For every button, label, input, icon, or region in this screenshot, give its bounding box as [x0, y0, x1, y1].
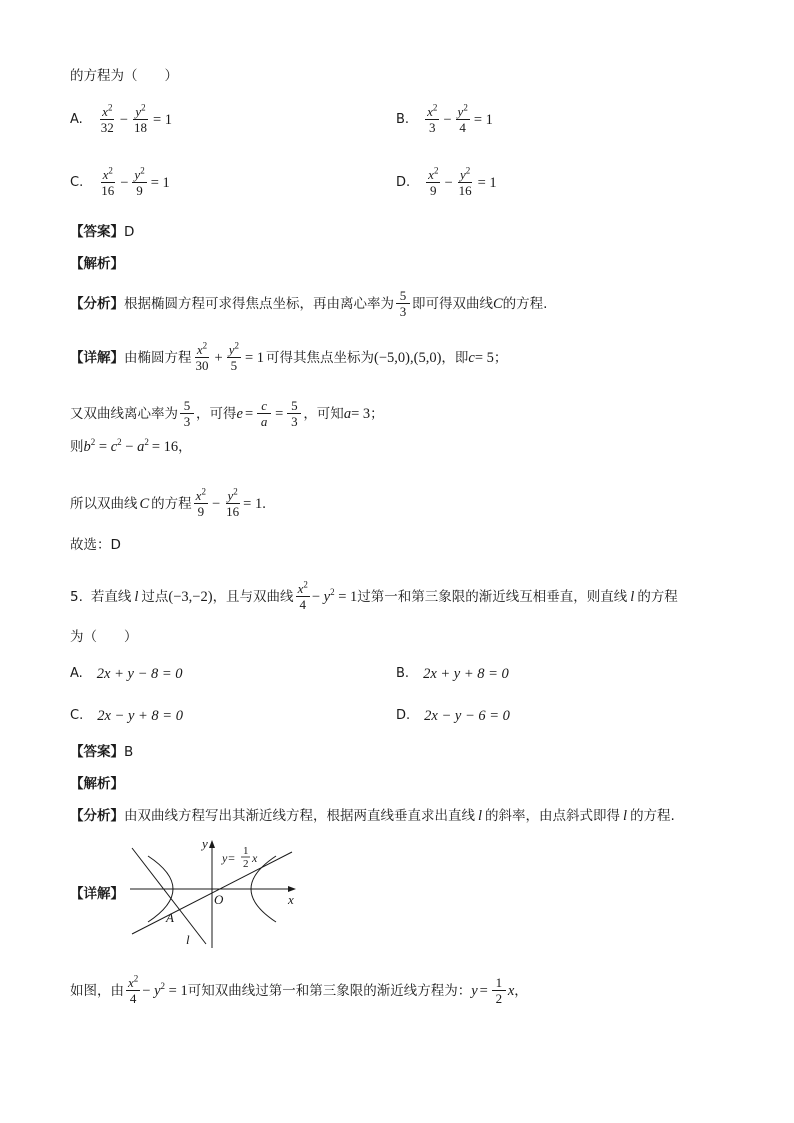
- line-l: [132, 848, 206, 944]
- q4-detail-line-4: 所以双曲线 C 的方程 $\frac{x^2}{9}$ − $\frac{y^2}{16}$ = 1.: [70, 486, 266, 519]
- q4-option-a-label: A.: [70, 111, 83, 127]
- fraction: $\frac{5}{3}$: [180, 398, 194, 429]
- q5-option-a-label: A.: [70, 666, 83, 681]
- q4-detail-line-2: 又双曲线离心率为 $\frac{5}{3}$ ，可得 e = $\frac{c}{a}$ = $\frac{5}{3}$ ，可知 a = 3 ；: [70, 398, 384, 429]
- q4-fenxi: 【分析】 根据椭圆方程可求得焦点坐标，再由离心率为 $\frac{5}{3}$ 即可得双曲线 C 的方程.: [70, 288, 548, 319]
- q4-option-d-label: D.: [396, 174, 411, 190]
- q4-conclusion: 故选：D: [70, 537, 121, 553]
- fraction: $\frac{y^2}{18}$: [133, 102, 147, 135]
- q5-stem-tail: 为（ ）: [70, 629, 138, 645]
- line-l-label: l: [186, 932, 190, 947]
- q5-option-c-label: C.: [70, 708, 84, 723]
- q5-option-d-text: 2x − y − 6 = 0: [424, 708, 510, 724]
- fraction: $\frac{c}{a}$: [257, 398, 271, 429]
- q5-option-d-label: D.: [396, 708, 411, 723]
- q5-option-b[interactable]: [396, 664, 509, 684]
- q5-option-a-text: 2x + y − 8 = 0: [96, 666, 183, 682]
- answer-tag: 【答案】: [70, 224, 124, 240]
- q5-option-b-label: B.: [396, 666, 410, 681]
- fraction: $\frac{x^2}{4}$: [297, 579, 308, 612]
- q4-stem-tail: 的方程为（ ）: [70, 68, 178, 84]
- q5-number: 5.: [70, 588, 83, 605]
- x-axis-label: x: [288, 892, 294, 907]
- q5-option-a[interactable]: [70, 664, 183, 684]
- q5-analysis-tag: 【解析】: [70, 776, 124, 792]
- q5-option-b-text: 2x + y + 8 = 0: [423, 666, 509, 682]
- y-axis-label: y: [202, 836, 208, 851]
- q5-last-line: 如图，由 $\frac{x^2}{4}$ − $y^2 = 1$ 可知双曲线过第一和第三象限的渐近线方程为： y = $\frac{1}{2}$ x ，: [70, 973, 528, 1006]
- fraction: $\frac{x^2}{3}$: [427, 102, 438, 135]
- q5-option-c[interactable]: [70, 706, 183, 726]
- fraction: $\frac{x^2}{9}$: [195, 486, 206, 519]
- fraction: $\frac{y^2}{16}$: [226, 486, 240, 519]
- fraction: $\frac{y^2}{4}$: [457, 102, 468, 135]
- answer-value: D: [124, 224, 135, 240]
- fraction: $\frac{5}{3}$: [396, 288, 410, 319]
- fraction: $\frac{x^2}{30}$: [195, 340, 209, 373]
- q5-answer: 【答案】 B: [70, 744, 134, 760]
- fraction: $\frac{y^2}{16}$: [458, 165, 472, 198]
- q4-detail-line-3: 则 $b^2 = c^2 - a^2$ = 16 ，: [70, 437, 192, 455]
- fraction: $\frac{x^2}{16}$: [101, 165, 115, 198]
- point-a-label: A: [166, 910, 174, 925]
- fraction: $\frac{y^2}{5}$: [228, 340, 239, 373]
- q5-option-d[interactable]: [396, 706, 510, 726]
- q5-stem: 5. 若直线 l 过点 (−3,−2) ，且与双曲线 $\frac{x^2}{4}$ − $y^2 = 1$ 过第一和第三象限的渐近线互相垂直，则直线 l 的方程: [70, 579, 678, 612]
- q4-option-b-label: B.: [396, 111, 410, 127]
- y-axis-arrow-icon: [209, 840, 215, 848]
- q5-detail-tag: 【详解】: [70, 886, 124, 902]
- asymptote-den: 2: [243, 858, 249, 870]
- q4-option-a[interactable]: A. $\frac{x^2}{32}$ − $\frac{y^2}{18}$ = 1: [70, 102, 173, 135]
- asymptote-var: x: [252, 851, 258, 865]
- q4-option-c[interactable]: C. $\frac{x^2}{16}$ − $\frac{y^2}{9}$ = 1: [70, 165, 170, 198]
- q4-option-c-label: C.: [70, 174, 84, 190]
- fraction: $\frac{x^2}{32}$: [100, 102, 114, 135]
- fraction: $\frac{y^2}{9}$: [134, 165, 145, 198]
- fraction: $\frac{1}{2}$: [492, 975, 506, 1006]
- q4-analysis-tag: 【解析】: [70, 256, 124, 272]
- q4-answer: [70, 222, 134, 242]
- fraction: $\frac{x^2}{4}$: [128, 973, 139, 1006]
- fraction: $\frac{5}{3}$: [287, 398, 301, 429]
- asymptote-lhs: y=: [222, 851, 236, 865]
- hyperbola-figure: [130, 836, 298, 948]
- origin-label: O: [214, 892, 224, 907]
- fraction: $\frac{x^2}{9}$: [428, 165, 439, 198]
- q5-option-c-text: 2x − y + 8 = 0: [97, 708, 183, 724]
- asymptote-num: 1: [243, 845, 249, 857]
- q4-option-b[interactable]: B. $\frac{x^2}{3}$ − $\frac{y^2}{4}$ = 1: [396, 102, 493, 135]
- q5-fenxi: 【分析】 由双曲线方程写出其渐近线方程，根据两直线垂直求出直线 l 的斜率，由点斜式即得 l 的方程.: [70, 808, 675, 824]
- q4-option-d[interactable]: D. $\frac{x^2}{9}$ − $\frac{y^2}{16}$ = 1: [396, 165, 497, 198]
- q4-detail-line-1: 【详解】 由椭圆方程 $\frac{x^2}{30}$ + $\frac{y^2}{5}$ = 1 可得其焦点坐标为 (−5,0),(5,0) ，即 c = 5 ；: [70, 340, 508, 373]
